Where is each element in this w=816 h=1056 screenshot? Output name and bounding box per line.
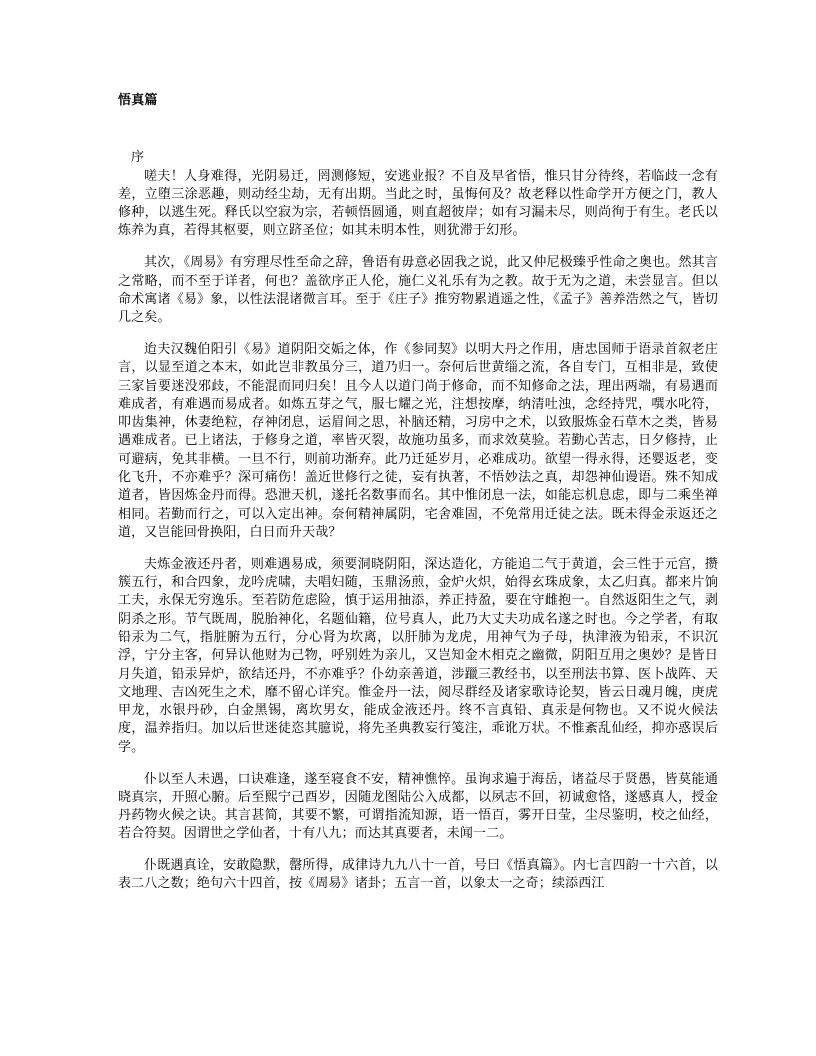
section-heading-preface: 序 [131, 150, 145, 166]
paragraph-2: 其次，《周易》有穷理尽性至命之辞，鲁语有毋意必固我之说，此又仲尼极臻乎性命之奥也。然其言之常略，而不至于详者，何也？盖欲序正人伦，施仁义礼乐有为之教。故于无为之道，未尝显言。但以命术寓诸《易》象，以性法混诸微言耳。至于《庄子》推穷物累逍遥之性，《孟子》善养浩然之气，皆切几之矣。 [118, 255, 718, 326]
page-title: 悟真篇 [118, 93, 158, 108]
title-spacer [118, 110, 718, 149]
paragraph-1: 嗟夫！人身难得，光阴易迁，罔测修短，安逃业报？不自及早省悟，惟只甘分待终，若临歧一念有差，立堕三涂恶趣，则动经尘劫，无有出期。当此之时，虽悔何及？故老释以性命学开方便之门，教人修种，以逃生死。释氏以空寂为宗，若顿悟圆通，则直超彼岸；如有习漏未尽，则尚徇于有生。老氏以炼养为真，若得其枢要，则立跻圣位；如其未明本性，则犹滞于幻形。 [118, 168, 718, 239]
paragraph-spacer [118, 241, 718, 255]
paragraph-spacer [118, 327, 718, 341]
paragraph-spacer [118, 844, 718, 858]
paragraph-3: 迨夫汉魏伯阳引《易》道阴阳交姤之体，作《参同契》以明大丹之作用，唐忠国师于语录首叙老庄言，以显至道之本末，如此岂非教虽分三，道乃归一。奈何后世黄缁之流，各自专门，互相非是，致使三家旨要迷没邪歧，不能混而同归矣！且今人以道门尚于修命，而不知修命之法，理出两端，有易遇而难成者，有难遇而易成者。如炼五芽之气，服七耀之光，注想按摩，纳清吐浊，念经持咒，噀水叱符，叩齿集神，休妻绝粒，存神闭息，运眉间之思，补脑还精，习房中之术，以致服炼金石草木之类，皆易遇难成者。已上诸法，于修身之道，率皆灭裂，故施功虽多，而求效莫验。若勤心苦志，日夕修持，止可避病，免其非横。一旦不行，则前功渐弃。此乃迁延岁月，必难成功。欲望一得永得，还婴返老，变化飞升，不亦难乎？深可痛伤！盖近世修行之徒，妄有执著，不悟妙法之真，却怨神仙谩语。殊不知成道者，皆因炼金丹而得。恐泄天机，遂托名数事而名。其中惟闭息一法，如能忘机息虑，即与二乘坐禅相同。若勤而行之，可以入定出神。奈何精神属阴，宅舍难固，不免常用迁徒之法。既未得金汞返还之道，又岂能回骨换阳，白日而升天哉？ [118, 341, 718, 540]
paragraph-spacer [118, 757, 718, 771]
paragraph-spacer [118, 542, 718, 556]
paragraph-6: 仆既遇真诠，安敢隐默，罄所得，成律诗九九八十一首，号曰《悟真篇》。内七言四韵一十六首，以表二八之数；绝句六十四首，按《周易》诸卦；五言一首，以象太一之奇；续添西江 [118, 858, 718, 892]
paragraph-4: 夫炼金液还丹者，则难遇易成，须要洞晓阴阳，深达造化，方能追二气于黄道，会三性于元宫，攒簇五行，和合四象，龙吟虎啸，夫唱妇随，玉鼎汤煎，金炉火炽，始得玄珠成象，太乙归真。都来片饷工夫，永保无穷逸乐。至若防危虑险，慎于运用抽添，养正持盈，要在守雌抱一。自然返阳生之气，剥阴杀之形。节气既周，脱胎神化，名题仙籍，位号真人，此乃大丈夫功成名遂之时也。今之学者，有取铅汞为二气，指脏腑为五行，分心肾为坎离，以肝肺为龙虎，用神气为子母，执津液为铅汞，不识沉浮，宁分主客，何异认他财为己物，呼别姓为亲儿，又岂知金木相克之幽微，阴阳互用之奥妙？是皆日月失道，铅汞异炉，欲结还丹，不亦难乎？仆幼亲善道，涉躐三教经书，以至刑法书算、医卜战阵、天文地理、吉凶死生之术，靡不留心详究。惟金丹一法，阅尽群经及诸家歌诗论契，皆云日魂月魄，庚虎甲龙，水银丹砂，白金黑锡，离坎男女，能成金液还丹。终不言真铅、真汞是何物也。又不说火候法度，温养指归。加以后世迷徒恣其臆说，将先圣典教妄行笺注，乖讹万状。不惟紊乱仙经，抑亦惑误后学。 [118, 556, 718, 755]
document-body [118, 92, 718, 894]
paragraph-5: 仆以至人未遇，口诀难逢，遂至寝食不安，精神憔悴。虽询求遍于海岳，诸益尽于贤愚，皆莫能通晓真宗，开照心腑。后至熙宁己酉岁，因随龙图陆公入成都，以夙志不回，初诚愈恪，遂感真人，授金丹药物火候之诀。其言甚简，其要不繁，可谓指流知源，语一悟百，雾开日莹，尘尽鉴明，校之仙经，若合符契。因谓世之学仙者，十有八九；而达其真要者，未闻一二。 [118, 771, 718, 842]
